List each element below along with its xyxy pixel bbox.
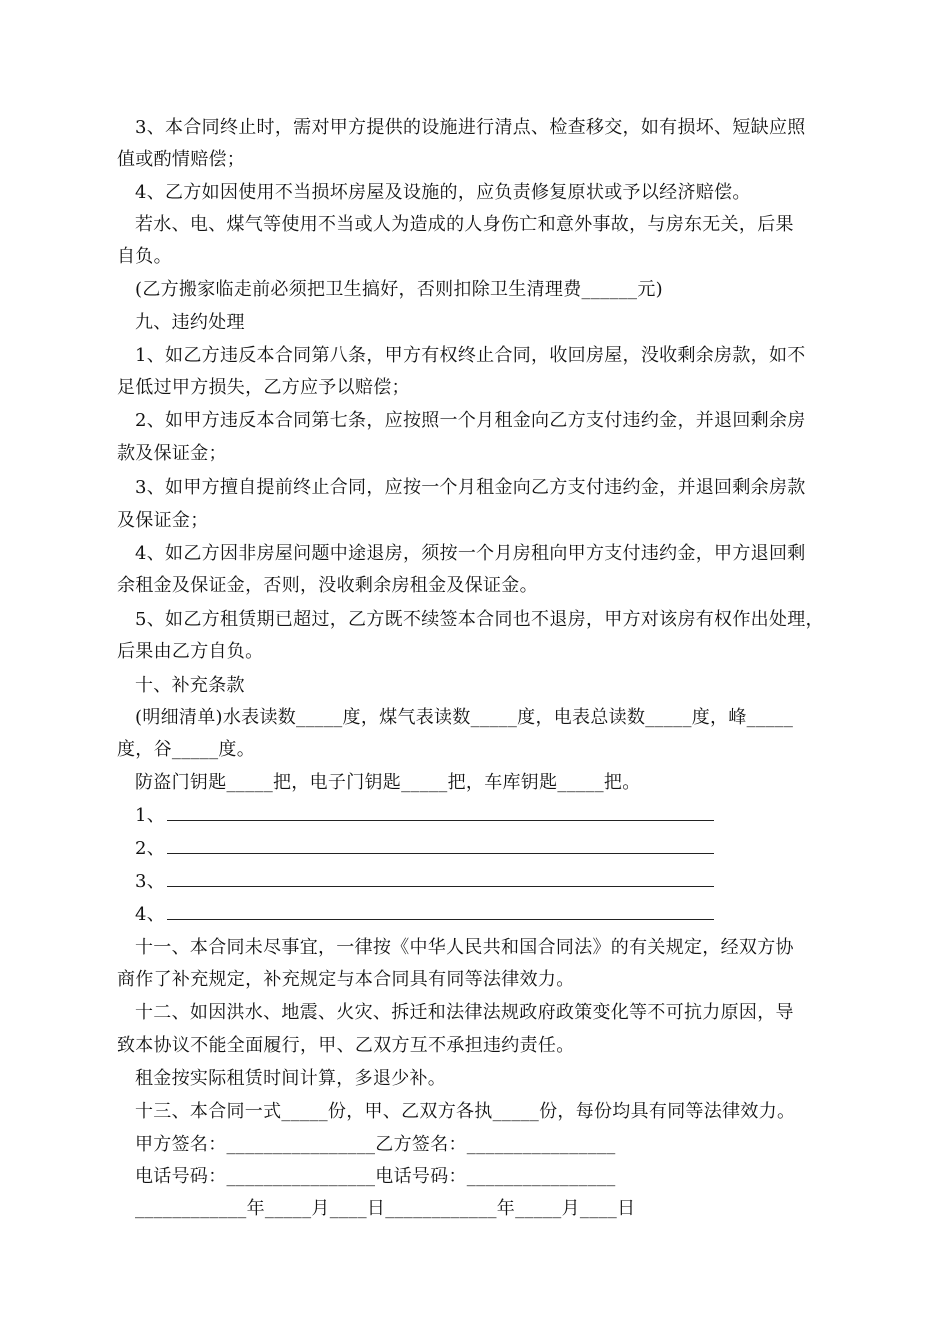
- section-11-line-2: 商作了补充规定，补充规定与本合同具有同等法律效力。: [117, 969, 575, 990]
- clause-9-2-line-1: 2、如甲方违反本合同第七条，应按照一个月租金向乙方支付违约金，并退回剩余房: [135, 410, 806, 431]
- supplement-item-4-blank: [167, 905, 714, 920]
- clause-9-4-line-2: 余租金及保证金，否则，没收剩余房租金及保证金。: [117, 575, 538, 596]
- clause-9-5-line-2: 后果由乙方自负。: [117, 641, 264, 662]
- liability-note-line-1: 若水、电、煤气等使用不当或人为造成的人身伤亡和意外事故，与房东无关，后果: [135, 214, 794, 235]
- section-12-line-2: 致本协议不能全面履行，甲、乙双方互不承担违约责任。: [117, 1035, 575, 1056]
- supplement-item-1-number: 1、: [135, 805, 166, 826]
- section-11-line-1: 十一、本合同未尽事宜，一律按《中华人民共和国合同法》的有关规定，经双方协: [135, 937, 794, 958]
- supplement-item-1-blank: [167, 806, 714, 821]
- section-13: 十三、本合同一式_____份，甲、乙双方各执_____份，每份均具有同等法律效力。: [135, 1101, 796, 1122]
- clause-9-2-line-2: 款及保证金；: [117, 443, 227, 464]
- supplement-item-2-blank: [167, 839, 714, 854]
- clause-9-1-line-2: 足低过甲方损失，乙方应予以赔偿；: [117, 377, 410, 398]
- supplement-item-1: [135, 805, 865, 827]
- liability-note-line-2: 自负。: [117, 246, 172, 267]
- clause-9-5-line-1: 5、如乙方租赁期已超过，乙方既不续签本合同也不退房，甲方对该房有权作出处理，: [135, 609, 824, 630]
- cleaning-fee-note: (乙方搬家临走前必须把卫生搞好，否则扣除卫生清理费______元): [135, 279, 663, 300]
- supplement-item-4: [135, 904, 865, 926]
- clause-9-3-line-1: 3、如甲方擅自提前终止合同，应按一个月租金向乙方支付违约金，并退回剩余房款: [135, 477, 806, 498]
- clause-8-3-line-1: 3、本合同终止时，需对甲方提供的设施进行清点、检查移交，如有损坏、短缺应照: [135, 117, 806, 138]
- supplement-item-3: [135, 871, 865, 893]
- clause-8-4: 4、乙方如因使用不当损坏房屋及设施的，应负责修复原状或予以经济赔偿。: [135, 182, 751, 203]
- supplement-item-3-number: 3、: [135, 871, 166, 892]
- clause-9-3-line-2: 及保证金；: [117, 510, 209, 531]
- keys-line: 防盗门钥匙_____把，电子门钥匙_____把，车库钥匙_____把。: [135, 772, 641, 793]
- rent-calculation-note: 租金按实际租赁时间计算，多退少补。: [135, 1068, 447, 1089]
- phone-line: 电话号码：________________电话号码：________________: [135, 1166, 616, 1187]
- supplement-item-2-number: 2、: [135, 838, 166, 859]
- meter-readings-line-1: (明细清单)水表读数_____度，煤气表读数_____度，电表总读数_____度，峰_____: [135, 707, 794, 728]
- meter-readings-line-2: 度，谷_____度。: [117, 739, 255, 760]
- date-line: ____________年_____月____日____________年_____月____日: [135, 1198, 636, 1219]
- section-10-heading: 十、补充条款: [135, 675, 245, 696]
- supplement-item-2: [135, 838, 865, 860]
- clause-8-3-line-2: 值或酌情赔偿；: [117, 149, 246, 170]
- section-9-heading: 九、违约处理: [135, 312, 245, 333]
- supplement-item-4-number: 4、: [135, 904, 166, 925]
- signature-line: 甲方签名：________________乙方签名：________________: [135, 1134, 616, 1155]
- clause-9-4-line-1: 4、如乙方因非房屋问题中途退房，须按一个月房租向甲方支付违约金，甲方退回剩: [135, 543, 806, 564]
- section-12-line-1: 十二、如因洪水、地震、火灾、拆迁和法律法规政府政策变化等不可抗力原因，导: [135, 1002, 794, 1023]
- supplement-item-3-blank: [167, 872, 714, 887]
- clause-9-1-line-1: 1、如乙方违反本合同第八条，甲方有权终止合同，收回房屋，没收剩余房款，如不: [135, 345, 806, 366]
